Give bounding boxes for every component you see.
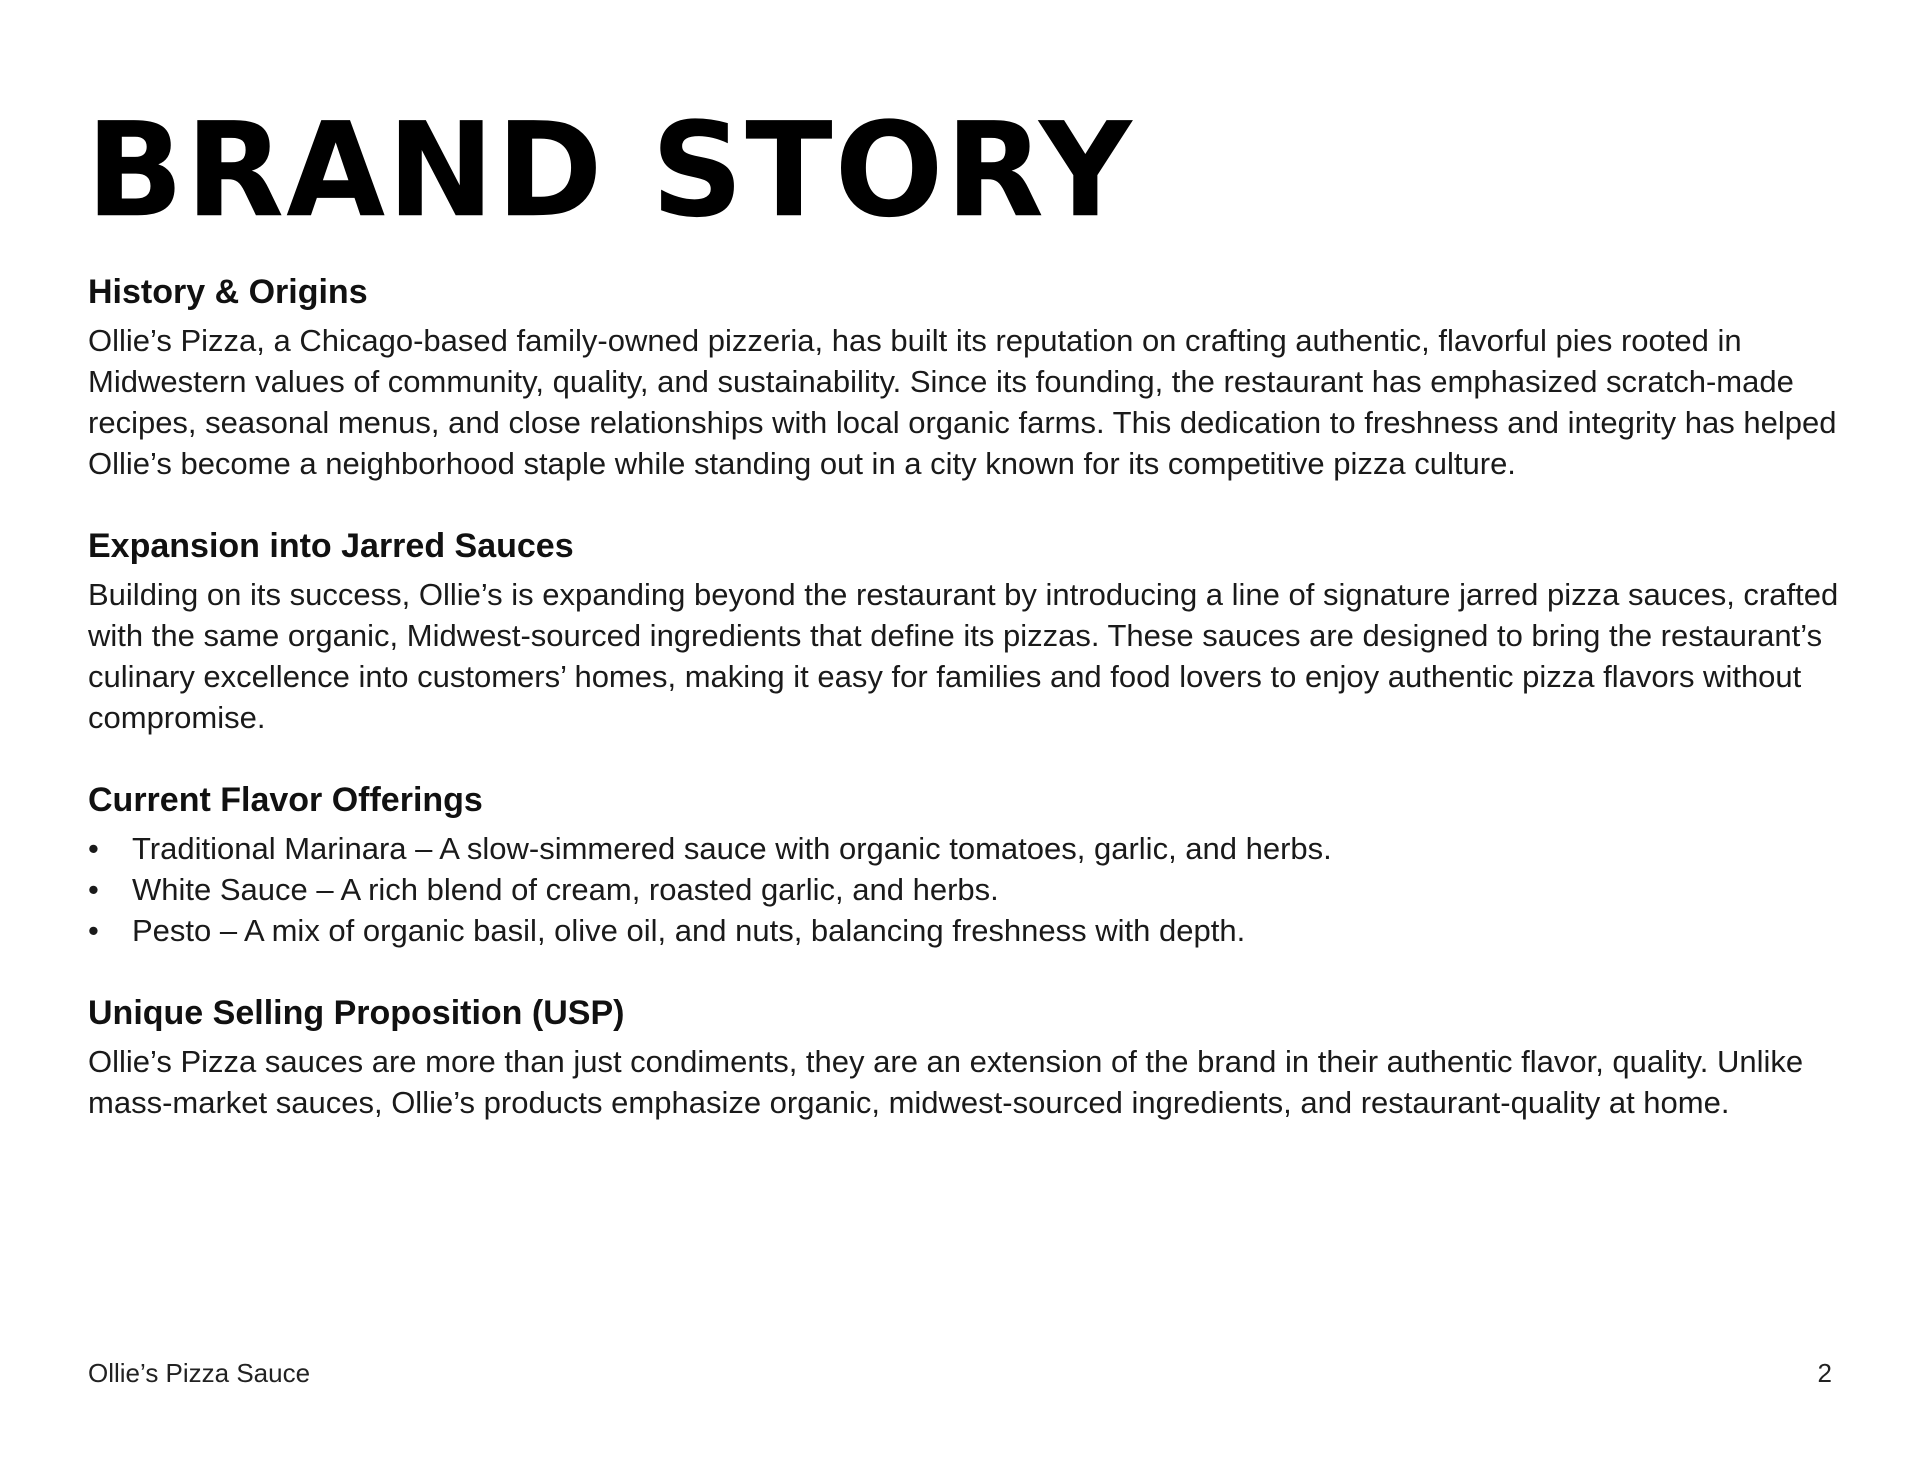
section-paragraph: Ollie’s Pizza, a Chicago-based family-owned pizzeria, has built its reputation on crafting authentic, flavorful pies rooted in Midwestern values of community, quality, and sustainability. Since its founding, the restaurant has emphasized scratch-made recipes, seasonal menus, and close relationships with local organic farms. This dedication to freshness and integrity has helped Ollie’s become a neighborhood staple while standing out in a city known for its competitive pizza culture. xyxy=(88,323,1837,481)
section-expansion xyxy=(88,524,1848,738)
list-item xyxy=(88,828,1848,869)
section-heading: Expansion into Jarred Sauces xyxy=(88,527,574,565)
list-item-text: White Sauce – A rich blend of cream, roasted garlic, and herbs. xyxy=(132,872,999,907)
section-paragraph: Building on its success, Ollie’s is expanding beyond the restaurant by introducing a line of signature jarred pizza sauces, crafted with the same organic, Midwest-sourced ingredients that define its pizzas. These sauces are designed to bring the restaurant’s culinary excellence into customers’ homes, making it easy for families and food lovers to enjoy authentic pizza flavors without compromise. xyxy=(88,577,1839,735)
bullet-icon: • xyxy=(88,831,99,866)
list-item xyxy=(88,869,1848,910)
content-body xyxy=(88,270,1848,1163)
bullet-icon: • xyxy=(88,872,99,907)
section-flavors xyxy=(88,778,1848,951)
flavor-list xyxy=(88,828,1848,951)
list-item-text: Traditional Marinara – A slow-simmered sauce with organic tomatoes, garlic, and herbs. xyxy=(132,831,1332,866)
list-item-text: Pesto – A mix of organic basil, olive oil, and nuts, balancing freshness with depth. xyxy=(132,913,1246,948)
section-heading: Current Flavor Offerings xyxy=(88,781,483,819)
footer-page-number: 2 xyxy=(1817,1358,1832,1388)
section-heading: History & Origins xyxy=(88,273,368,311)
list-item xyxy=(88,910,1848,951)
footer-document-title: Ollie’s Pizza Sauce xyxy=(88,1358,311,1388)
page-title: BRAND STORY xyxy=(86,94,1134,247)
section-history xyxy=(88,270,1848,484)
section-heading: Unique Selling Proposition (USP) xyxy=(88,994,625,1032)
section-paragraph: Ollie’s Pizza sauces are more than just condiments, they are an extension of the brand in their authentic flavor, quality. Unlike mass-market sauces, Ollie’s products emphasize organic, midwest-sourced ingredients, and restaurant-quality at home. xyxy=(88,1044,1804,1120)
bullet-icon: • xyxy=(88,913,99,948)
section-usp xyxy=(88,991,1848,1123)
